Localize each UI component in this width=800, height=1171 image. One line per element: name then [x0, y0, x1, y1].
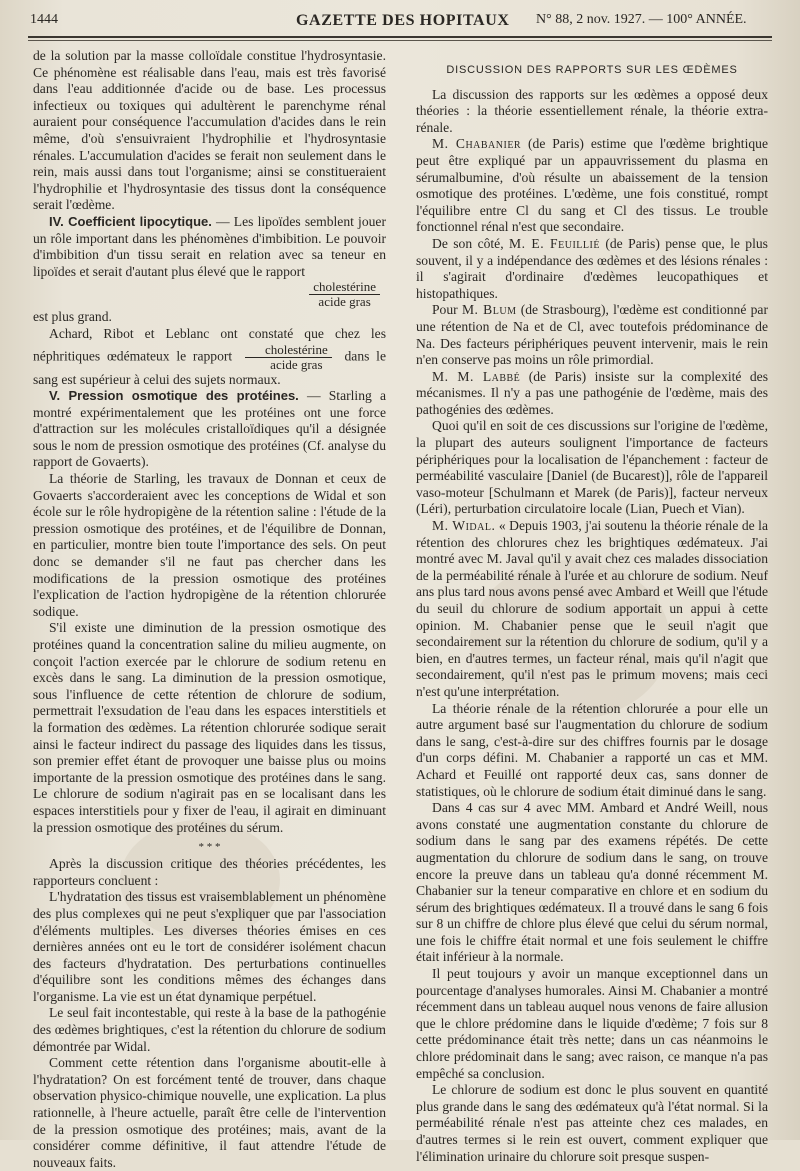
- paragraph-text: (de Paris) pense que, le plus souvent, il y a indépendance des œdèmes et des lésions rénales : il s'agirait d'ordinaire d'œdèmes leucopathiques et histopathiques.: [416, 235, 768, 301]
- paragraph: Comment cette rétention dans l'organisme aboutit-elle à l'hydratation? On est forcément tenté de trouver, dans chaque observation physico-chimique nouvelle, une explication. La plus rationnelle, à l'heure actuelle, paraît être celle de l'intervention de la pression osmotique des protéines; mais, avant de la considérer comme définitive, il faut attendre l'étude de nouveaux faits.: [33, 1055, 386, 1170]
- paragraph-text: « Depuis 1903, j'ai soutenu la théorie rénale de la rétention des chlorures chez les brightiques œdémateux. J'ai montré avec M. Javal qu'il y avait chez ces malades dissociation de la perméabilité rénale à l'urée et au chlorure de sodium. Neuf ans plus tard nous avons pensé avec Ambard et Weill que l'étude du seuil du chlorure de sodium apportait un appui à cette opinion. M. Chabanier pense que le seuil n'agit que secondairement sur la rétention du chlorure de sodium, qu'il y a bien, en d'autres termes, un facteur rénal, mais qu'il n'agit que secondairement, qu'il n'est pas le primum movens; mais ceci n'est qu'une interprétation.: [416, 518, 768, 699]
- section-heading: V. Pression osmotique des protéines.: [49, 388, 299, 404]
- paragraph-text: (de Paris) estime que l'œdème brightique peut être expliqué par un appauvrissement du plasma en sérumalbumine, d'où résulte un abaissement de la tension osmotique des protéines. L'œdème, une fois constitué, rompt l'équilibre entre Cl du sang et Cl des tissus. Le trouble fonctionnel rénal n'est que secondaire.: [416, 136, 768, 235]
- speaker-name: M. Blum: [461, 302, 517, 318]
- paragraph: est plus grand.: [33, 309, 112, 325]
- speaker-name: M. Chabanier: [432, 136, 522, 152]
- section-separator: * * *: [198, 841, 221, 854]
- section-heading: IV. Coefficient lipocytique.: [49, 213, 212, 229]
- section-iv: [33, 214, 386, 280]
- header-rule: [28, 36, 772, 38]
- paragraph: La théorie rénale de la rétention chlorurée a pour elle un autre argument basé sur l'augmentation du chlorure de sodium dans le sang, c'est-à-dire sur des chiffres fournis par le dosage d'un corps défini. M. Chabanier a rapporté un cas et MM. Achard et Feuillé ont rapporté deux cas, sans donner de statistiques, où le chlorure de sodium était diminué dans le sang.: [416, 700, 768, 799]
- paragraph-text: De son côté,: [432, 235, 510, 251]
- paragraph-text: dans le sang est supérieur à celui des sujets normaux.: [33, 348, 386, 387]
- paragraph: La discussion des rapports sur les œdèmes a opposé deux théories : la théorie essentiellement rénale, la théorie extra-rénale.: [416, 86, 768, 135]
- ratio-fraction: [309, 280, 380, 309]
- paragraph-text: — Les lipoïdes semblent jouer un rôle important dans les phénomènes d'imbibition. Le pouvoir d'imbibition d'un tissu serait en relation avec sa teneur en lipoïdes et serait d'autant plus élevé que le rapport: [33, 213, 386, 279]
- paragraph: Dans 4 cas sur 4 avec MM. Ambard et André Weill, nous avons constaté une augmentation constante du chlorure de sodium dans le sang par des examens répétés. De cette augmentation du chlorure de sodium dans le sang, on trouve encore la preuve dans un tableau qu'a donné récemment M. Chabanier sur la teneur comparative en chlore et en sodium du sérum des brightiques œdémateux. Il a trouvé dans le sang 6 fois sur 8 un chiffre de chlore plus élevé que celui du sérum normal, une fois le chiffre était normal et une fois seulement le chiffre était inférieur à la normale.: [416, 800, 768, 965]
- paragraph: [416, 369, 768, 419]
- journal-title: GAZETTE DES HOPITAUX: [296, 12, 510, 29]
- paragraph: Il peut toujours y avoir un manque exceptionnel dans un pourcentage d'analyses humorales. Ainsi M. Chabanier a montré récemment dans un tableau auquel nous venons de faire allusion que le chlore prédomine dans le liquide d'œdème; 7 fois sur 8 cette prédominance était très nette; dans un cas néanmoins le chlore prédominait dans le sang; avec raison, ce manque n'a pas empêché sa conclusion.: [416, 966, 768, 1081]
- paragraph: [416, 518, 768, 701]
- section-v: [33, 388, 386, 471]
- ratio-numerator: cholestérine: [245, 343, 332, 358]
- paragraph-text: Pour: [432, 302, 462, 318]
- page-header: [0, 0, 800, 46]
- paragraph: [416, 236, 768, 302]
- issue-info: N° 88, 2 nov. 1927. — 100° ANNÉE.: [536, 12, 747, 27]
- ratio-fraction: [245, 343, 332, 372]
- speaker-name: M. M. Labbé: [432, 368, 521, 384]
- ratio-denominator: acide gras: [318, 294, 371, 310]
- paragraph-text: (de Strasbourg), l'œdème est conditionné par une rétention de Na et de Cl, avec toutefois prédominance de Na. Des facteurs périphériques peuvent intervenir, mais le rein n'en conserve pas moins un rôle primordial.: [416, 302, 768, 368]
- ratio-denominator: acide gras: [270, 356, 323, 372]
- paragraph: La théorie de Starling, les travaux de Donnan et ceux de Govaerts s'accorderaient avec les conceptions de Widal et son école sur le rôle hydropigène de la rétention saline : l'étude de la pression osmotique des protéines, et de l'équilibre de Donnan, en particulier, montre bien toute l'importance des sels. On peut donc se demander s'il ne faut pas chercher dans les modifications de la pression osmotique des protéines l'explication de l'action hydropigène de la rétention chlorurée sodique.: [33, 471, 386, 619]
- paragraph: S'il existe une diminution de la pression osmotique des protéines quand la concentration saline du milieu augmente, on conçoit l'action exercée par le chlorure de sodium retenu en excès dans le sang. La diminution de la pression osmotique, sous l'influence de cette rétention de chlorure de sodium, permettrait l'exsudation de l'eau dans les espaces interstitiels et la formation des œdèmes. La rétention chlorurée sodique serait ainsi le facteur indirect du passage des liquides dans les tissus, son premier effet étant de provoquer une baisse plus ou moins importante de la pression osmotique des protéines dans le sang. Le chlorure de sodium n'agirait pas en se localisant dans les espaces interstitiels pour y fixer de l'eau, il agirait en diminuant la pression osmotique des protéines du sérum.: [33, 620, 386, 835]
- paragraph: Le chlorure de sodium est donc le plus souvent en quantité plus grande dans le sang des œdémateux qu'à l'état normal. Si la perméabilité rénale n'est pas atteinte chez ces malades, en d'autres termes si le rein est ouvert, comment expliquer que l'élimination urinaire du chlorure soit presque suspen-: [416, 1082, 768, 1164]
- paragraph-text: — Starling a montré expérimentalement que les protéines ont une force d'attraction sur les molécules cristalloïdiques qu'il a désignée sous le nom de pression osmotique des protéines (Cf. analyse du rapport de Govaerts).: [33, 388, 387, 470]
- paragraph: [416, 136, 768, 236]
- page-number: 1444: [30, 12, 58, 27]
- paragraph: Après la discussion critique des théories précédentes, les rapporteurs concluent :: [33, 856, 386, 888]
- paragraph: de la solution par la masse colloïdale constitue l'hydrosyntasie. Ce phénomène est réalisable dans l'eau, mais est très favorisé dans l'eau additionnée d'acide ou de base. Les processus infectieux ou toxiques qui adultèrent le parenchyme rénal auraient pour conséquence l'accumulation d'acides dans le rein même, d'où s'ensuivraient l'hydrophilie et l'hydrosyntasie rénales. L'accumulation d'acides se ferait non seulement dans le rein, mais aussi dans tout l'organisme; ainsi se constitueraient l'hydrophilie et l'hydrosyntasie des tissus dont la conséquence serait l'œdème.: [33, 48, 386, 213]
- paragraph: [416, 302, 768, 368]
- speaker-name: M. Widal.: [432, 518, 496, 534]
- paragraph: Le seul fait incontestable, qui reste à la base de la pathogénie des œdèmes brightiques, c'est la rétention du chlorure de sodium démontrée par Widal.: [33, 1005, 386, 1054]
- section-title: DISCUSSION DES RAPPORTS SUR LES ŒDÈMES: [446, 64, 738, 76]
- paragraph: Quoi qu'il en soit de ces discussions sur l'origine de l'œdème, la plupart des auteurs soulignent l'importance de facteurs périphériques pour la localisation de l'épanchement : facteur de perméabilité vasculaire [Daniel (de Bucarest)], rôle de l'appareil vaso-moteur [Schulmann et Marek (de Paris)], facteur nerveux (Léri), perturbation circulatoire locale (Lian, Puech et Vian).: [416, 418, 768, 517]
- ratio-line: [33, 280, 386, 309]
- paragraph-text: Achard, Ribot et Leblanc ont constaté que chez les néphritiques œdémateux le rapport: [33, 325, 386, 364]
- paragraph: L'hydratation des tissus est vraisemblablement un phénomène des plus complexes qui ne peut s'expliquer que par l'association d'éléments multiples. Les diverses théories émises en ces dernières années ont eu le tort de considérer isolément chacun des facteurs d'hydratation. Des perturbations continuelles d'équilibre sont les conditions mêmes des échanges dans l'organisme. La vie est un état dynamique perpétuel.: [33, 889, 386, 1004]
- paragraph-text: (de Paris) insiste sur la complexité des mécanismes. Il n'y a pas une pathogénie de l'œdème, mais des pathogénies des œdèmes.: [416, 368, 768, 417]
- left-column: [33, 48, 386, 1171]
- header-rule-thin: [28, 40, 772, 41]
- ratio-numerator: cholestérine: [309, 280, 380, 295]
- right-column: [416, 62, 768, 1165]
- speaker-name: M. E. Feuillié: [509, 235, 600, 251]
- paragraph: [33, 326, 386, 388]
